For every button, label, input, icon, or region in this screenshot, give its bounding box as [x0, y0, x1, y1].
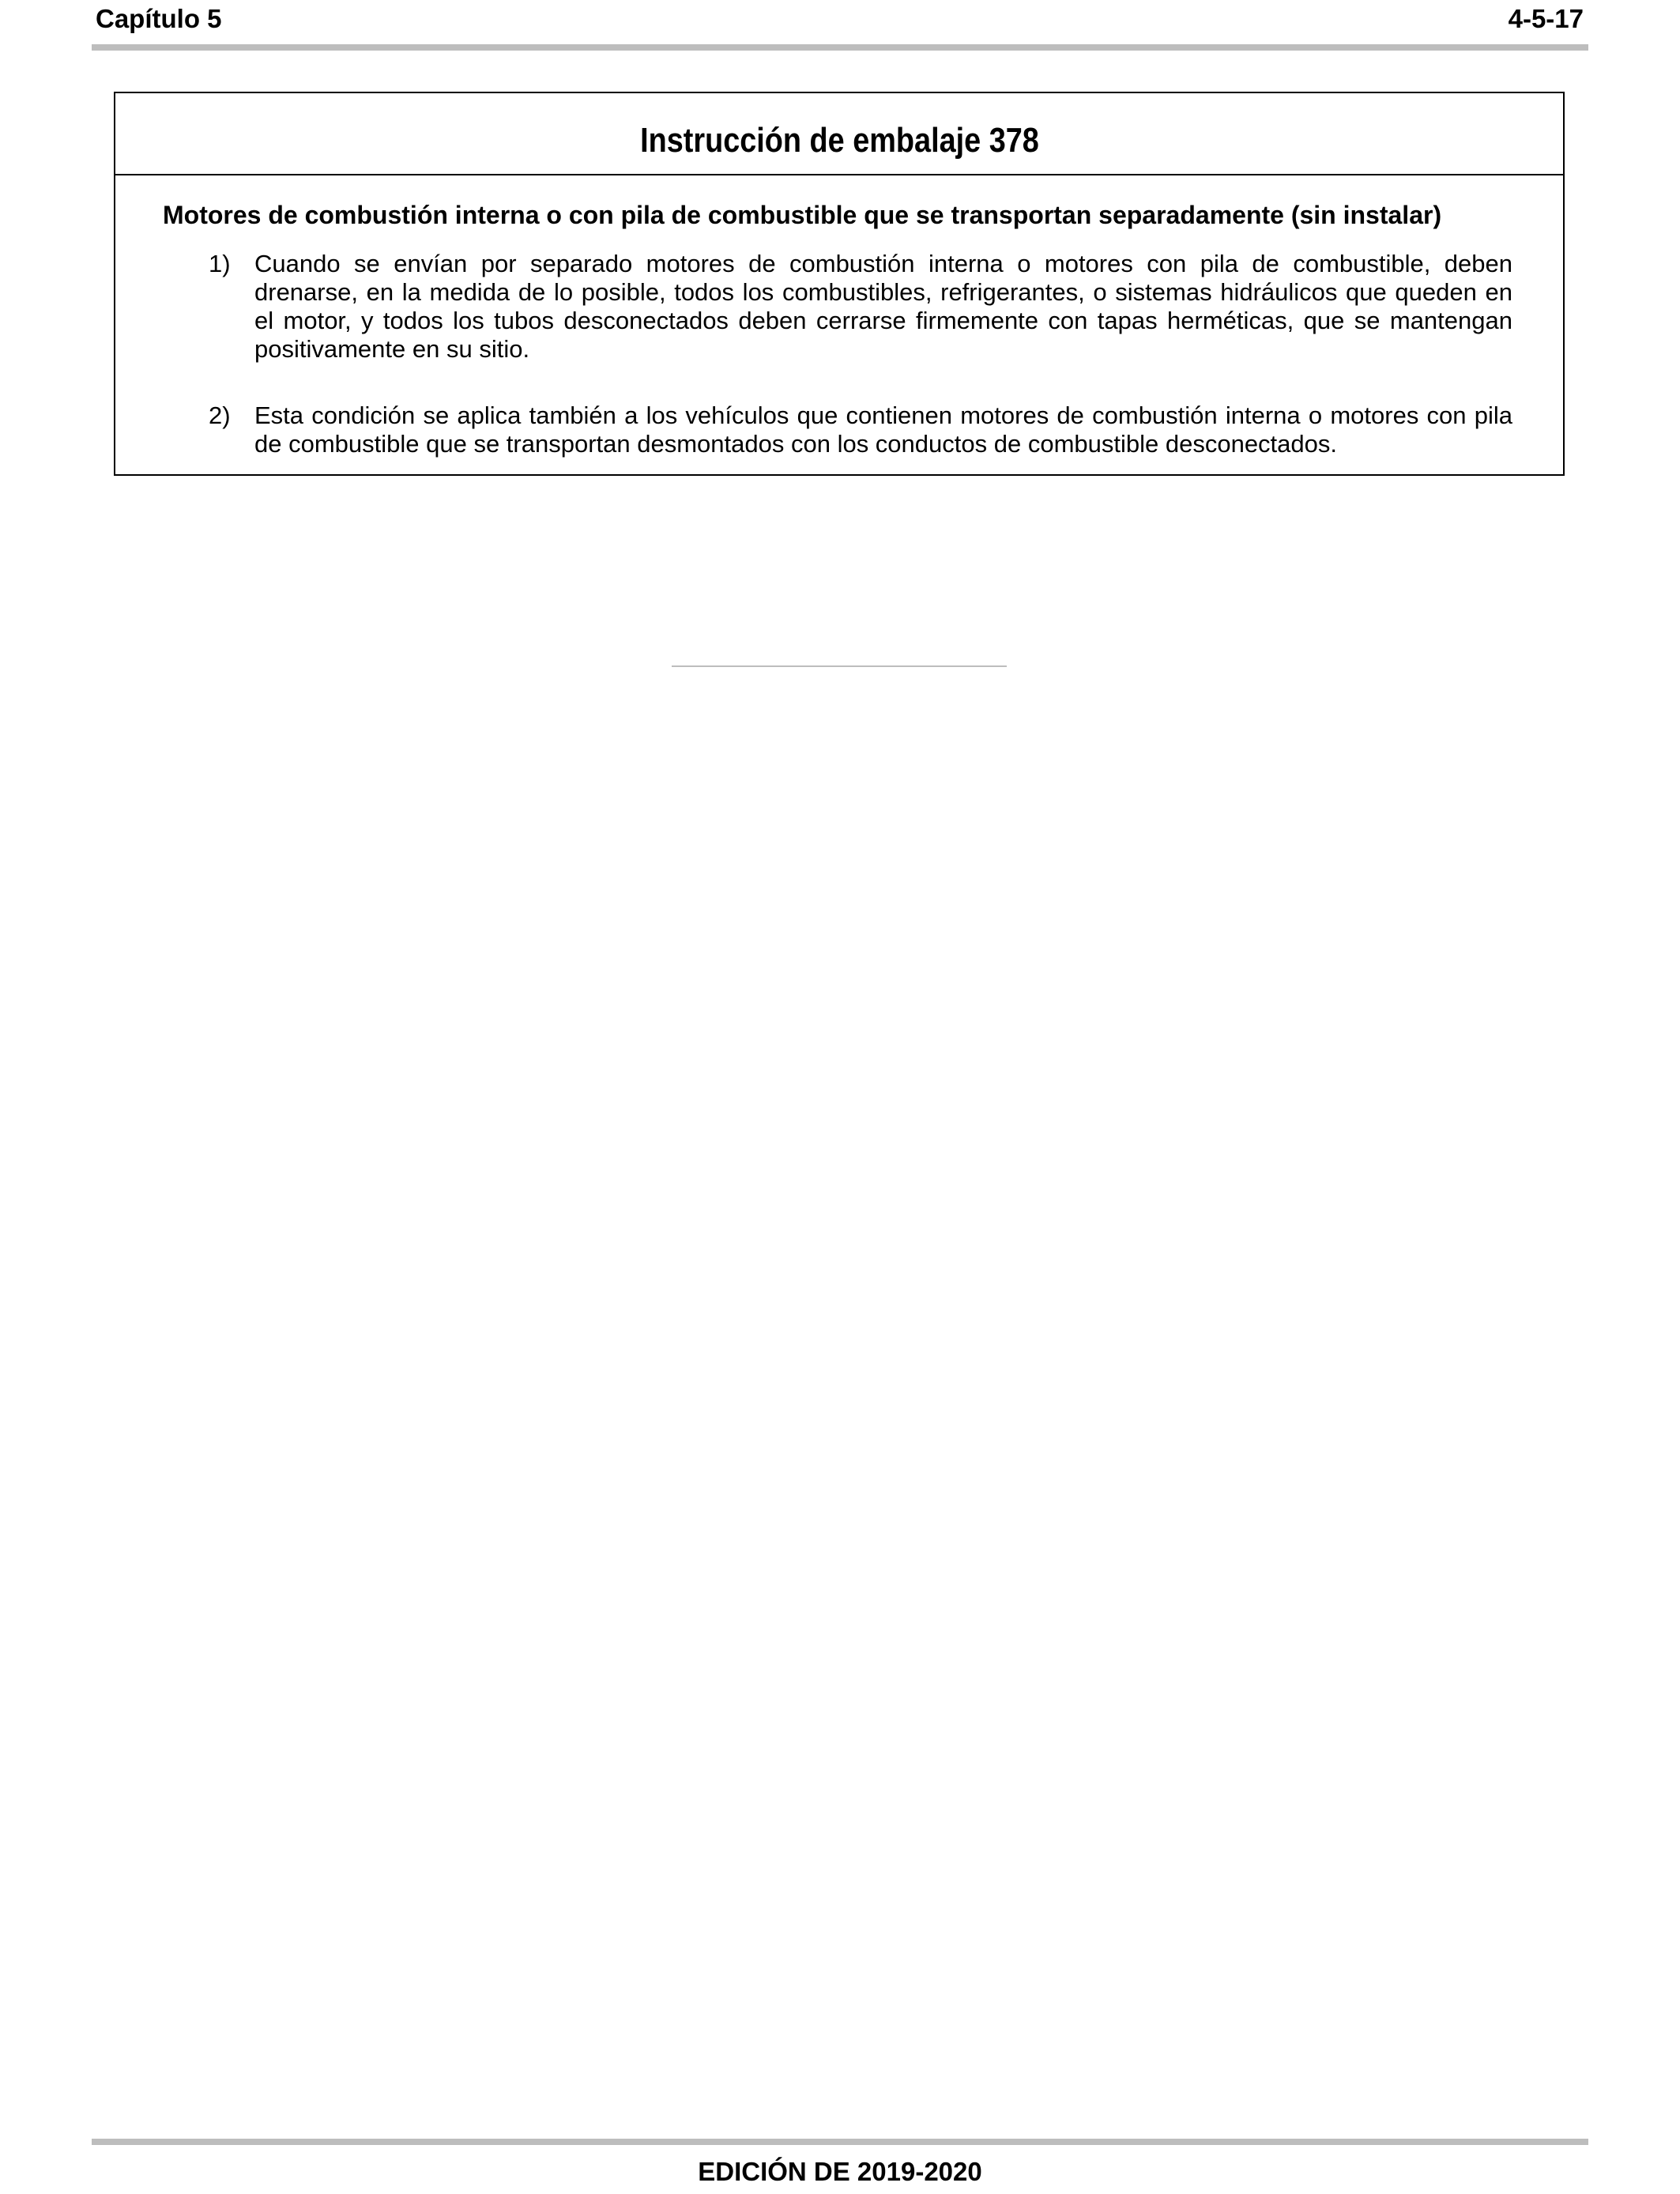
list-item-text: Esta condición se aplica también a los vehículos que contienen motores de combustión interna o motores con pila de combustible que se transportan desmontados con los conductos de combustible desconectados. [254, 401, 1512, 458]
packing-instruction-box [114, 92, 1565, 476]
end-of-section-rule [672, 665, 1007, 667]
instruction-title: Instrucción de embalaje 378 [639, 121, 1039, 160]
header-divider [92, 44, 1588, 51]
chapter-label: Capítulo 5 [96, 4, 222, 33]
list-item-text: Cuando se envían por separado motores de combustión interna o motores con pila de combustible, deben drenarse, en la medida de lo posible, todos los combustibles, refrigerantes, o sistemas hidráulicos que queden en el motor, y todos los tubos desconectados deben cerrarse firmemente con tapas herméticas, que se mantengan positivamente en su sitio. [254, 250, 1512, 363]
instruction-title-bar [115, 93, 1563, 175]
running-header [93, 0, 1587, 38]
list-item-number: 1) [209, 250, 231, 277]
list-item-number: 2) [209, 401, 231, 429]
instruction-subtitle: Motores de combustión interna o con pila de combustible que se transportan separadamente (sin instalar) [163, 201, 1442, 229]
page-number: 4-5-17 [1508, 4, 1584, 33]
edition-label: EDICIÓN DE 2019-2020 [698, 2157, 982, 2186]
footer-divider [92, 2139, 1588, 2145]
